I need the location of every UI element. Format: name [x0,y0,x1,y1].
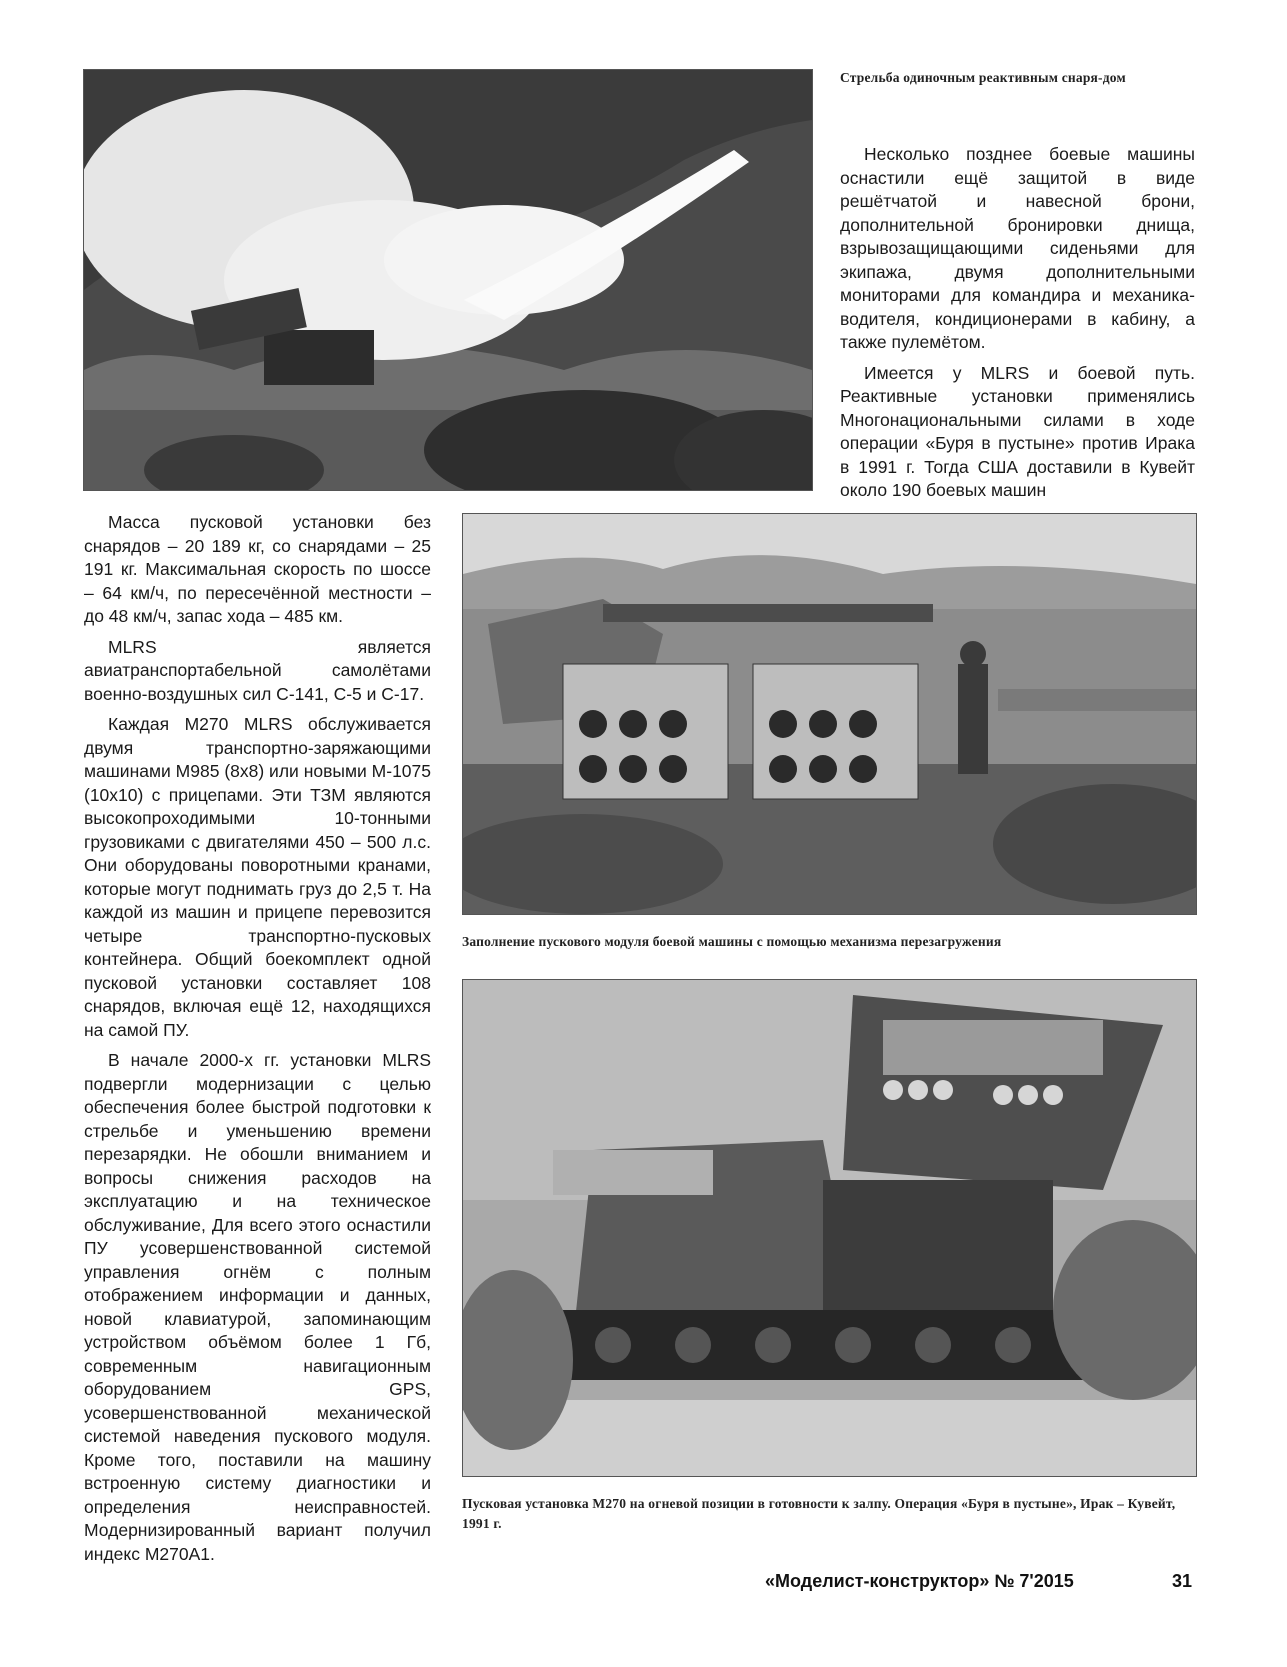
left-column-text [84,511,431,1573]
footer-magazine: «Моделист-конструктор» № 7'2015 [765,1571,1074,1591]
caption-launch: Стрельба одиночным реактивным снаря-дом [840,70,1126,85]
paragraph: Каждая М270 MLRS обслуживается двумя транспортно-заряжающими машинами М985 (8х8) или новыми М-1075 (10х10) с прицепами. Эти ТЗМ являются высокопроходимыми 10-тонными грузовиками с двигателями 450 – 500 л.с. Они оборудованы поворотными кранами, которые могут поднимать груз до 2,5 т. На каждой из машин и прицепе перевозится четыре транспортно-пусковых контейнера. Общий боекомплект одной пусковой установки составляет 108 снарядов, включая ещё 12, находящихся на самой ПУ. [84,714,431,1040]
firing-position-icon [463,980,1196,1476]
footer-page-number: 31 [1172,1571,1193,1591]
reload-photo [462,513,1197,915]
caption-firing-position: Пусковая установка М270 на огневой позиции в готовности к залпу. Операция «Буря в пустыне», Ирак – Кувейт, 1991 г. [462,1496,1176,1531]
paragraph: Масса пусковой установки без снарядов – 20 189 кг, со снарядами – 25 191 кг. Максимальная скорость по шоссе – 64 км/ч, по пересечённой местности – до 48 км/ч, запас хода – 485 км. [84,512,431,626]
caption-reload: Заполнение пускового модуля боевой машины с помощью механизма перезагружения [462,934,1002,949]
rocket-launch-icon [84,70,812,490]
rocket-launch-photo [83,69,813,491]
paragraph: Имеется у MLRS и боевой путь. Реактивные установки применялись Многонациональными силами в ходе операции «Буря в пустыне» против Ирака в 1991 г. Тогда США доставили в Кувейт около 190 боевых машин [840,362,1195,500]
paragraph: Несколько позднее боевые машины оснастили ещё защитой в виде решётчатой и навесной брони, дополнительной бронировки днища, взрывозащищающими сиденьями для экипажа, двумя дополнительными мониторами для командира и механика-водителя, кондиционерами в кабину, а также пулемётом. [840,144,1195,352]
paragraph: В начале 2000-х гг. установки MLRS подвергли модернизации с целью обеспечения более быстрой подготовки к стрельбе и уменьшению времени перезарядки. Не обошли вниманием и вопросы снижения расходов на эксплуатацию и на техническое обслуживание, Для всего этого оснастили ПУ усовершенствованной системой управления огнём с полным отображением информации и данных, новой клавиатурой, запоминающим устройством объёмом более 1 Гб, современным навигационным оборудованием GPS, усовершенствованной механической системой наведения пускового модуля. Кроме того, поставили на машину встроенную систему диагностики и определения неисправностей. Модернизированный вариант получил индекс М270А1. [84,1050,431,1564]
reload-icon [463,514,1196,914]
paragraph: MLRS является авиатранспортабельной самолётами военно-воздушных сил С-141, С-5 и С-17. [84,636,431,704]
right-column-text [840,143,1195,510]
firing-position-photo [462,979,1197,1477]
